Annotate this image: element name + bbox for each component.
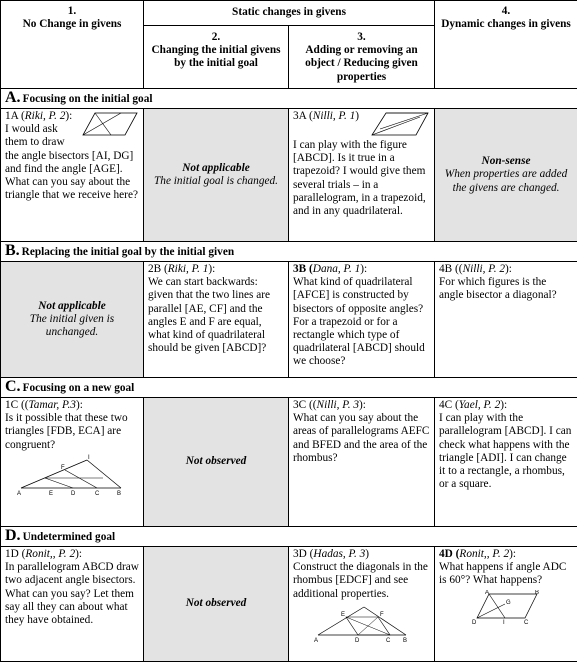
- cell-4a-status: Non-sense: [481, 155, 531, 168]
- cell-1b-note: The initial given is unchanged.: [29, 312, 115, 339]
- cell-2d: [144, 547, 289, 662]
- fig-3d-label: D: [354, 637, 359, 643]
- header-col3-title: Adding or removing an object / Reducing given properties: [305, 44, 418, 83]
- fig-3d-label: A: [313, 637, 318, 643]
- cell-2d-status: Not observed: [185, 597, 247, 610]
- fig-4d-label: G: [506, 599, 511, 606]
- fig-4d-label: C: [524, 619, 529, 624]
- header-col3-number: 3.: [357, 31, 366, 43]
- fig-1c-label: B: [117, 490, 122, 496]
- cell-4b-label: 4B ((Nilli, P. 2):: [439, 263, 512, 275]
- cell-3b-label: 3B (Dana, P. 1):: [293, 263, 368, 275]
- section-d-title: Undetermined goal: [22, 531, 116, 543]
- cell-4b: [435, 262, 577, 378]
- cell-3b: [289, 262, 435, 378]
- cell-3c-text: What can you say about the areas of parallelograms AEFC and BFED and the area of the rhombus?: [293, 412, 430, 464]
- cell-4a-note: When properties are added the givens are changed.: [444, 168, 568, 194]
- cell-2b-label: 2B (Riki, P. 1):: [148, 263, 216, 275]
- header-col4-title: Dynamic changes in givens: [441, 18, 571, 31]
- cell-4b-text: For which figures is the angle bisector a diagonal?: [439, 276, 557, 302]
- header-col2-title: Changing the initial givens by the initial goal: [151, 44, 281, 70]
- cell-3b-text: What kind of quadrilateral [AFCE] is constructed by bisectors of opposite angles? For a trapezoid or for a rectangle which type of quadrilateral [ABCD] should we choose?: [293, 276, 425, 368]
- cell-4d-label: 4D (Ronit,, P. 2):: [439, 548, 517, 560]
- fig-1c-label: D: [71, 490, 76, 496]
- section-a-letter: A.: [5, 89, 21, 106]
- cell-1c-label: 1C ((Tamar, P.3):: [5, 399, 83, 411]
- cell-1b: [1, 262, 144, 378]
- cell-4c-text: I can play with the parallelogram [ABCD]. I can check what happens with the triangle [ADI]. I can change it to a rectangle, a rhombus, or a square.: [439, 412, 572, 491]
- fig-3d-label: B: [402, 637, 407, 643]
- cell-2b-text: We can start backwards: given that the two lines are parallel [AE, CF] and the angles E and F are equal, what kind of quadrilateral should be given [ABCD]?: [148, 276, 271, 355]
- header-col1-number: 1.: [67, 5, 77, 17]
- section-c-title: Focusing on a new goal: [22, 382, 135, 394]
- cell-4c-label: 4C (Yael, P. 2):: [439, 399, 508, 411]
- section-d-letter: D.: [5, 527, 21, 544]
- section-c-heading: [1, 378, 577, 398]
- figure-1a-parallelogram: [81, 111, 139, 137]
- cell-1d: [1, 547, 144, 662]
- cell-4a: [435, 109, 577, 242]
- section-d-heading: [1, 527, 577, 547]
- figure-3a-quadrilateral: [370, 111, 430, 137]
- header-col1: [1, 1, 144, 89]
- cell-1d-label: 1D (Ronit,, P. 2):: [5, 548, 83, 560]
- fig-4d-label: I: [503, 619, 505, 624]
- header-col2: [144, 26, 289, 89]
- fig-4d-label: A: [485, 589, 490, 596]
- cell-3a-text: I can play with the figure [ABCD]. Is it true in a trapezoid? I would give them several trials – in a parallelogram, in a trapezoid, and in any quadrilateral.: [293, 139, 426, 218]
- header-col4-number: 4.: [501, 5, 511, 17]
- section-b-letter: B.: [5, 242, 20, 259]
- fig-1c-label: A: [17, 490, 22, 496]
- section-b-title: Replacing the initial goal by the initial given: [21, 246, 235, 258]
- header-col1-title: No Change in givens: [22, 18, 122, 31]
- section-a-heading: [1, 89, 577, 109]
- cell-2c-status: Not observed: [185, 455, 247, 468]
- cell-1a-text: I would ask them to draw the angle bisectors [AI, DG] and find the angle [AGE]. What can you say about the triangle that we receive here?: [5, 123, 138, 202]
- fig-3d-label: C: [385, 637, 390, 643]
- cell-4c: [435, 398, 577, 527]
- header-static-title: Static changes in givens: [232, 6, 346, 19]
- cell-2a-status: Not applicable: [182, 161, 250, 174]
- cell-2a-note: The initial goal is changed.: [154, 175, 278, 187]
- fig-1c-label: C: [95, 490, 100, 496]
- fig-3d-label: E: [340, 611, 345, 618]
- cell-1c-text: Is it possible that these two triangles [FDB, ECA] are congruent?: [5, 412, 128, 451]
- cell-1a: [1, 109, 144, 242]
- figure-3d-rhombus: [314, 603, 410, 643]
- cell-2c: [144, 398, 289, 527]
- section-b-heading: [1, 242, 577, 262]
- header-col3: [289, 26, 435, 89]
- figure-1c-triangles: [17, 454, 127, 496]
- fig-3d-label: F: [379, 611, 384, 618]
- cell-3d-label: 3D (Hadas, P. 3): [293, 548, 370, 560]
- cell-1d-text: In parallelogram ABCD draw two adjacent angle bisectors. What can you say? Let them say all they can about what they have obtained.: [5, 561, 139, 627]
- cell-3c-label: 3C ((Nilli, P. 3):: [293, 399, 366, 411]
- header-col2-number: 2.: [211, 31, 221, 43]
- cell-3d-text: Construct the diagonals in the rhombus [EDCF] and see additional properties.: [293, 561, 428, 600]
- figure-4d-parallelogram: [471, 590, 541, 624]
- cell-1a-label: 1A (Riki, P. 2):: [5, 110, 73, 122]
- header-col4: [435, 1, 577, 89]
- fig-1c-label: F: [61, 464, 65, 471]
- section-a-title: Focusing on the initial goal: [22, 93, 153, 105]
- header-static-changes: [144, 1, 435, 26]
- cell-3a: [289, 109, 435, 242]
- section-c-letter: C.: [5, 378, 21, 395]
- cell-1b-status: Not applicable: [38, 299, 106, 312]
- cell-2a: [144, 109, 289, 242]
- fig-1c-label: E: [49, 490, 54, 496]
- cell-4d-text: What happens if angle ADC is 60°? What happens?: [439, 561, 567, 587]
- cell-4d: [435, 547, 577, 662]
- cell-1c: [1, 398, 144, 527]
- fig-4d-label: B: [535, 589, 540, 596]
- fig-1c-label: I: [88, 454, 90, 461]
- cell-3c: [289, 398, 435, 527]
- fig-4d-label: D: [472, 619, 477, 624]
- cell-3a-label: 3A (Nilli, P. 1): [293, 110, 360, 122]
- cell-2b: [144, 262, 289, 378]
- cell-3d: [289, 547, 435, 662]
